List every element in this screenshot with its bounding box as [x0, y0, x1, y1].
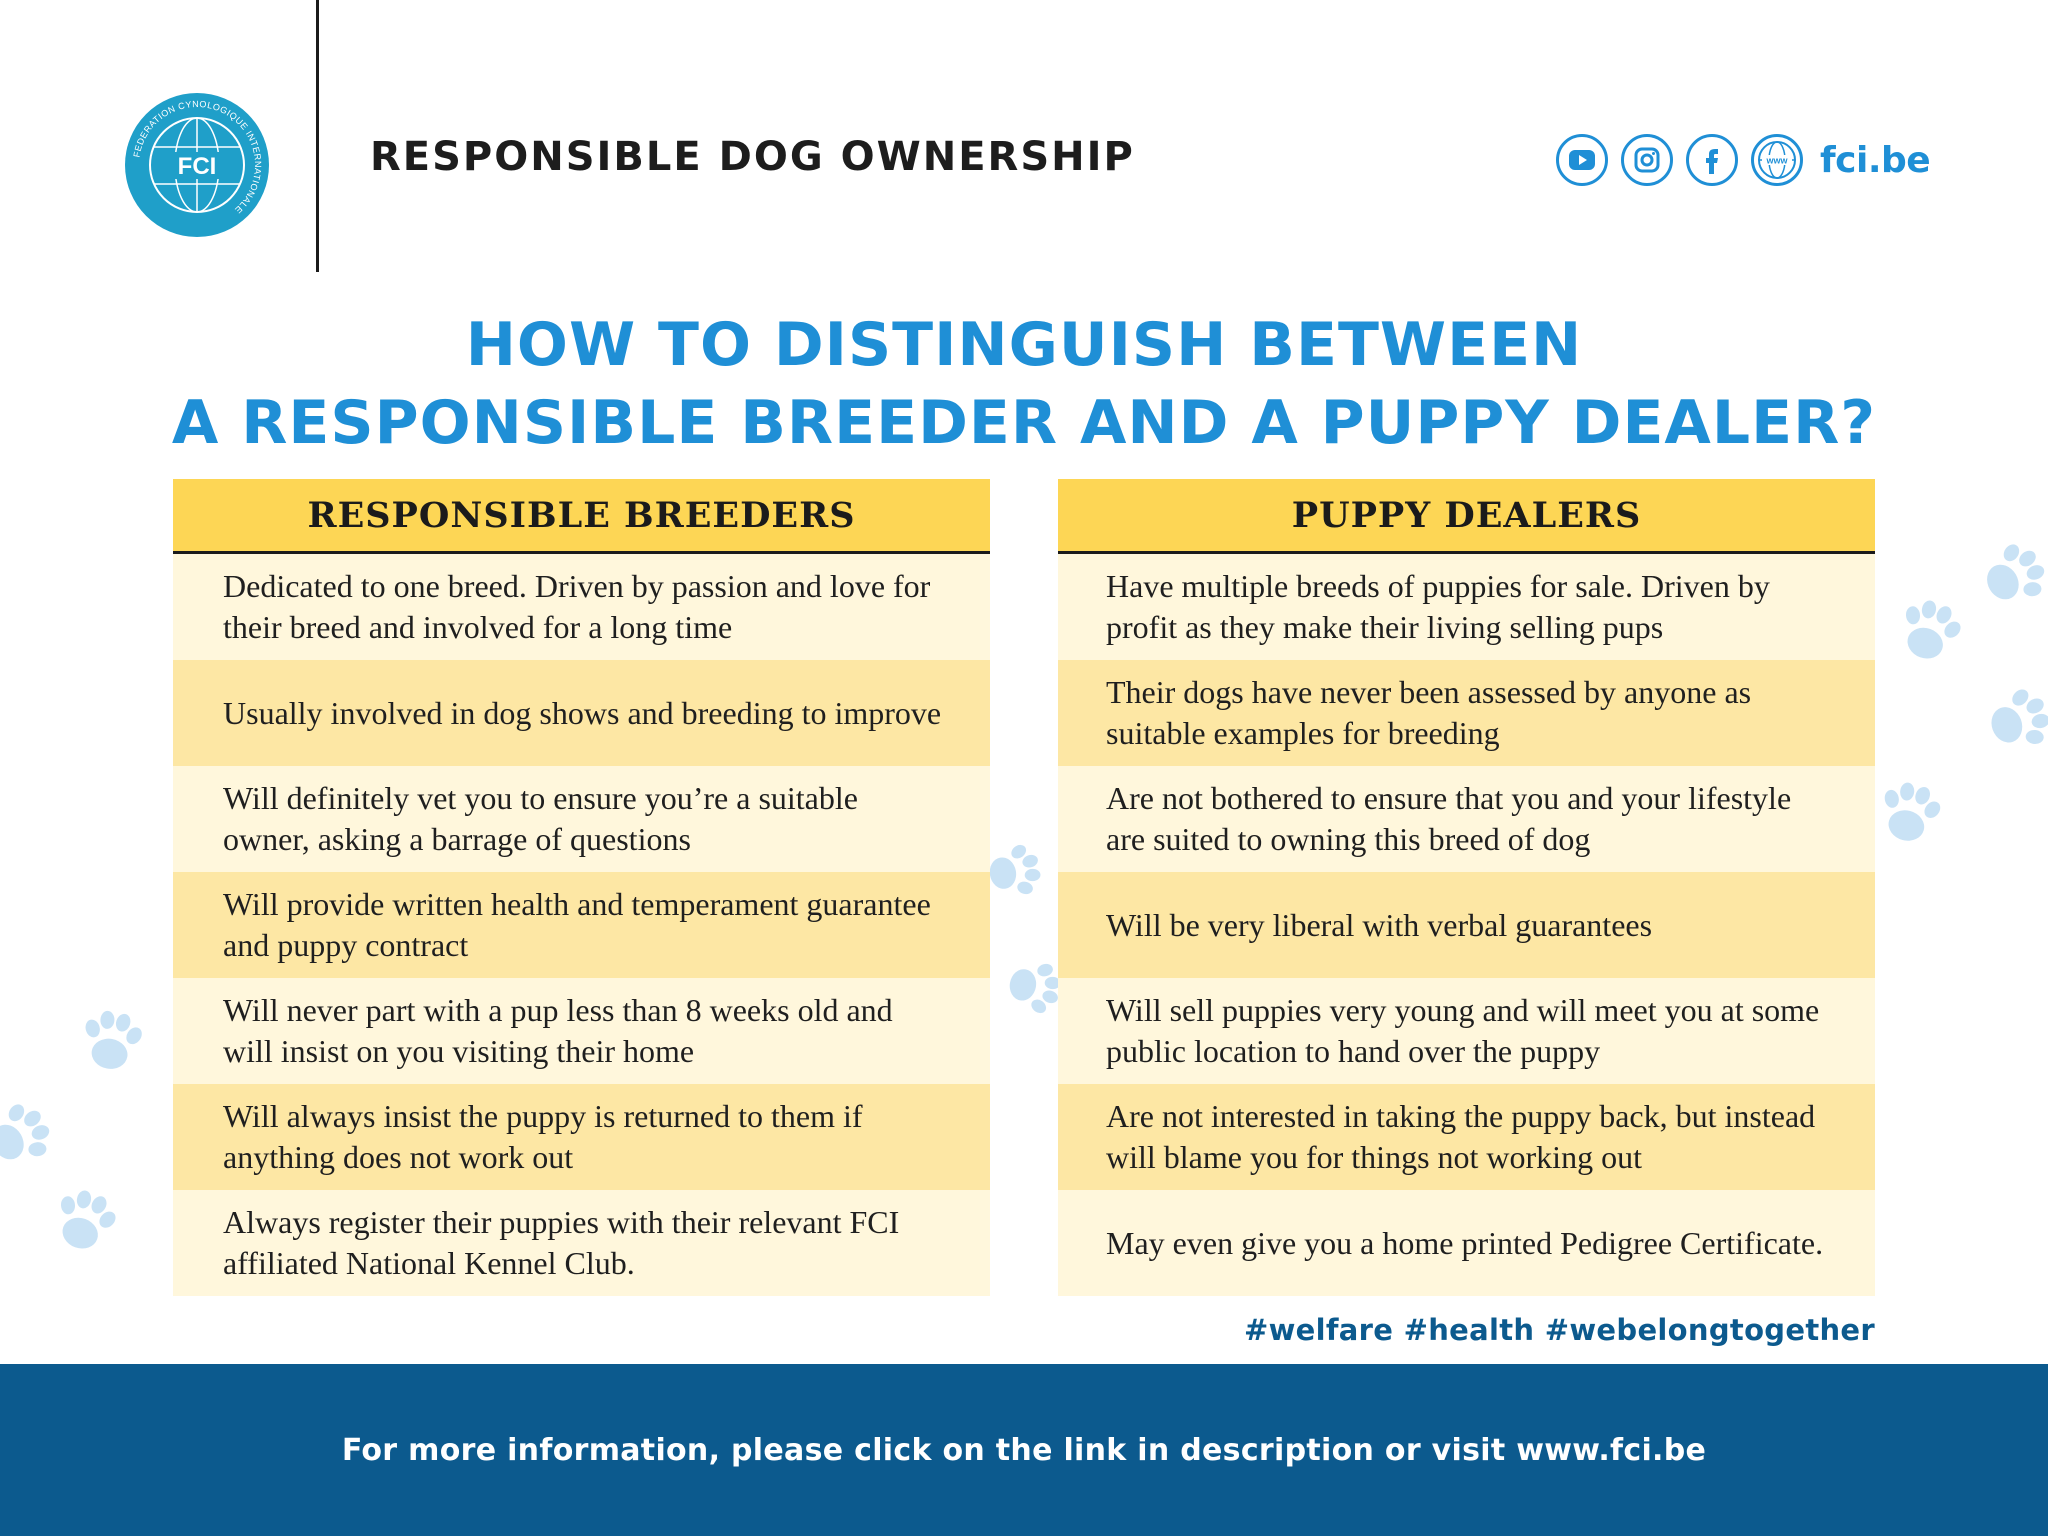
breeders-rows — [173, 554, 990, 1296]
footer-banner — [0, 1364, 2048, 1536]
dealers-row: Will sell puppies very young and will meet you at some public location to hand over the puppy — [1058, 978, 1875, 1084]
paw-print-icon — [1975, 535, 2048, 615]
instagram-icon[interactable] — [1621, 134, 1673, 186]
dealers-row: Are not bothered to ensure that you and your lifestyle are suited to owning this breed of dog — [1058, 766, 1875, 872]
svg-text:www: www — [1766, 155, 1788, 166]
www-icon[interactable] — [1751, 134, 1803, 186]
paw-print-icon — [45, 1180, 125, 1260]
dealers-row: Will be very liberal with verbal guarantees — [1058, 872, 1875, 978]
dealers-row: Have multiple breeds of puppies for sale. Driven by profit as they make their living selling pups — [1058, 554, 1875, 660]
breeders-row: Always register their puppies with their relevant FCI affiliated National Kennel Club. — [173, 1190, 990, 1296]
main-title-line-1: HOW TO DISTINGUISH BETWEEN — [465, 310, 1583, 380]
breeders-row: Usually involved in dog shows and breeding to improve — [173, 660, 990, 766]
breeders-heading: RESPONSIBLE BREEDERS — [173, 479, 990, 554]
breeders-column — [173, 479, 990, 1296]
social-links — [1556, 134, 1930, 186]
breeders-row: Will never part with a pup less than 8 weeks old and will insist on you visiting their home — [173, 978, 990, 1084]
header-title: RESPONSIBLE DOG OWNERSHIP — [370, 134, 1135, 180]
paw-print-icon — [1870, 772, 1950, 852]
breeders-row: Dedicated to one breed. Driven by passion and love for their breed and involved for a long time — [173, 554, 990, 660]
site-link[interactable]: fci.be — [1820, 139, 1931, 181]
dealers-column — [1058, 479, 1875, 1296]
dealers-row: Are not interested in taking the puppy back, but instead will blame you for things not working out — [1058, 1084, 1875, 1190]
paw-print-icon — [980, 836, 1050, 906]
breeders-row: Will always insist the puppy is returned to them if anything does not work out — [173, 1084, 990, 1190]
paw-print-icon — [72, 1000, 152, 1080]
paw-print-icon — [1890, 590, 1970, 670]
dealers-row: May even give you a home printed Pedigree Certificate. — [1058, 1190, 1875, 1296]
header-divider — [316, 0, 319, 272]
dealers-heading: PUPPY DEALERS — [1058, 479, 1875, 554]
dealers-row: Their dogs have never been assessed by anyone as suitable examples for breeding — [1058, 660, 1875, 766]
breeders-row: Will definitely vet you to ensure you’re a suitable owner, asking a barrage of questions — [173, 766, 990, 872]
paw-print-icon — [0, 1095, 60, 1175]
breeders-row: Will provide written health and temperament guarantee and puppy contract — [173, 872, 990, 978]
facebook-icon[interactable] — [1686, 134, 1738, 186]
fci-logo — [124, 92, 270, 238]
main-title — [0, 306, 2048, 462]
logo-ring-text: FEDERATION CYNOLOGIQUE INTERNATIONALE — [131, 98, 264, 216]
footer-info-link[interactable]: For more information, please click on the link in description or visit www.fci.be — [341, 1432, 1707, 1468]
paw-print-icon — [1980, 680, 2048, 760]
logo-text: FCI — [177, 153, 217, 180]
dealers-rows — [1058, 554, 1875, 1296]
main-title-line-2: A RESPONSIBLE BREEDER AND A PUPPY DEALER? — [171, 388, 1877, 458]
youtube-icon[interactable] — [1556, 134, 1608, 186]
hashtags: #welfare #health #webelongtogether — [1243, 1313, 1875, 1347]
